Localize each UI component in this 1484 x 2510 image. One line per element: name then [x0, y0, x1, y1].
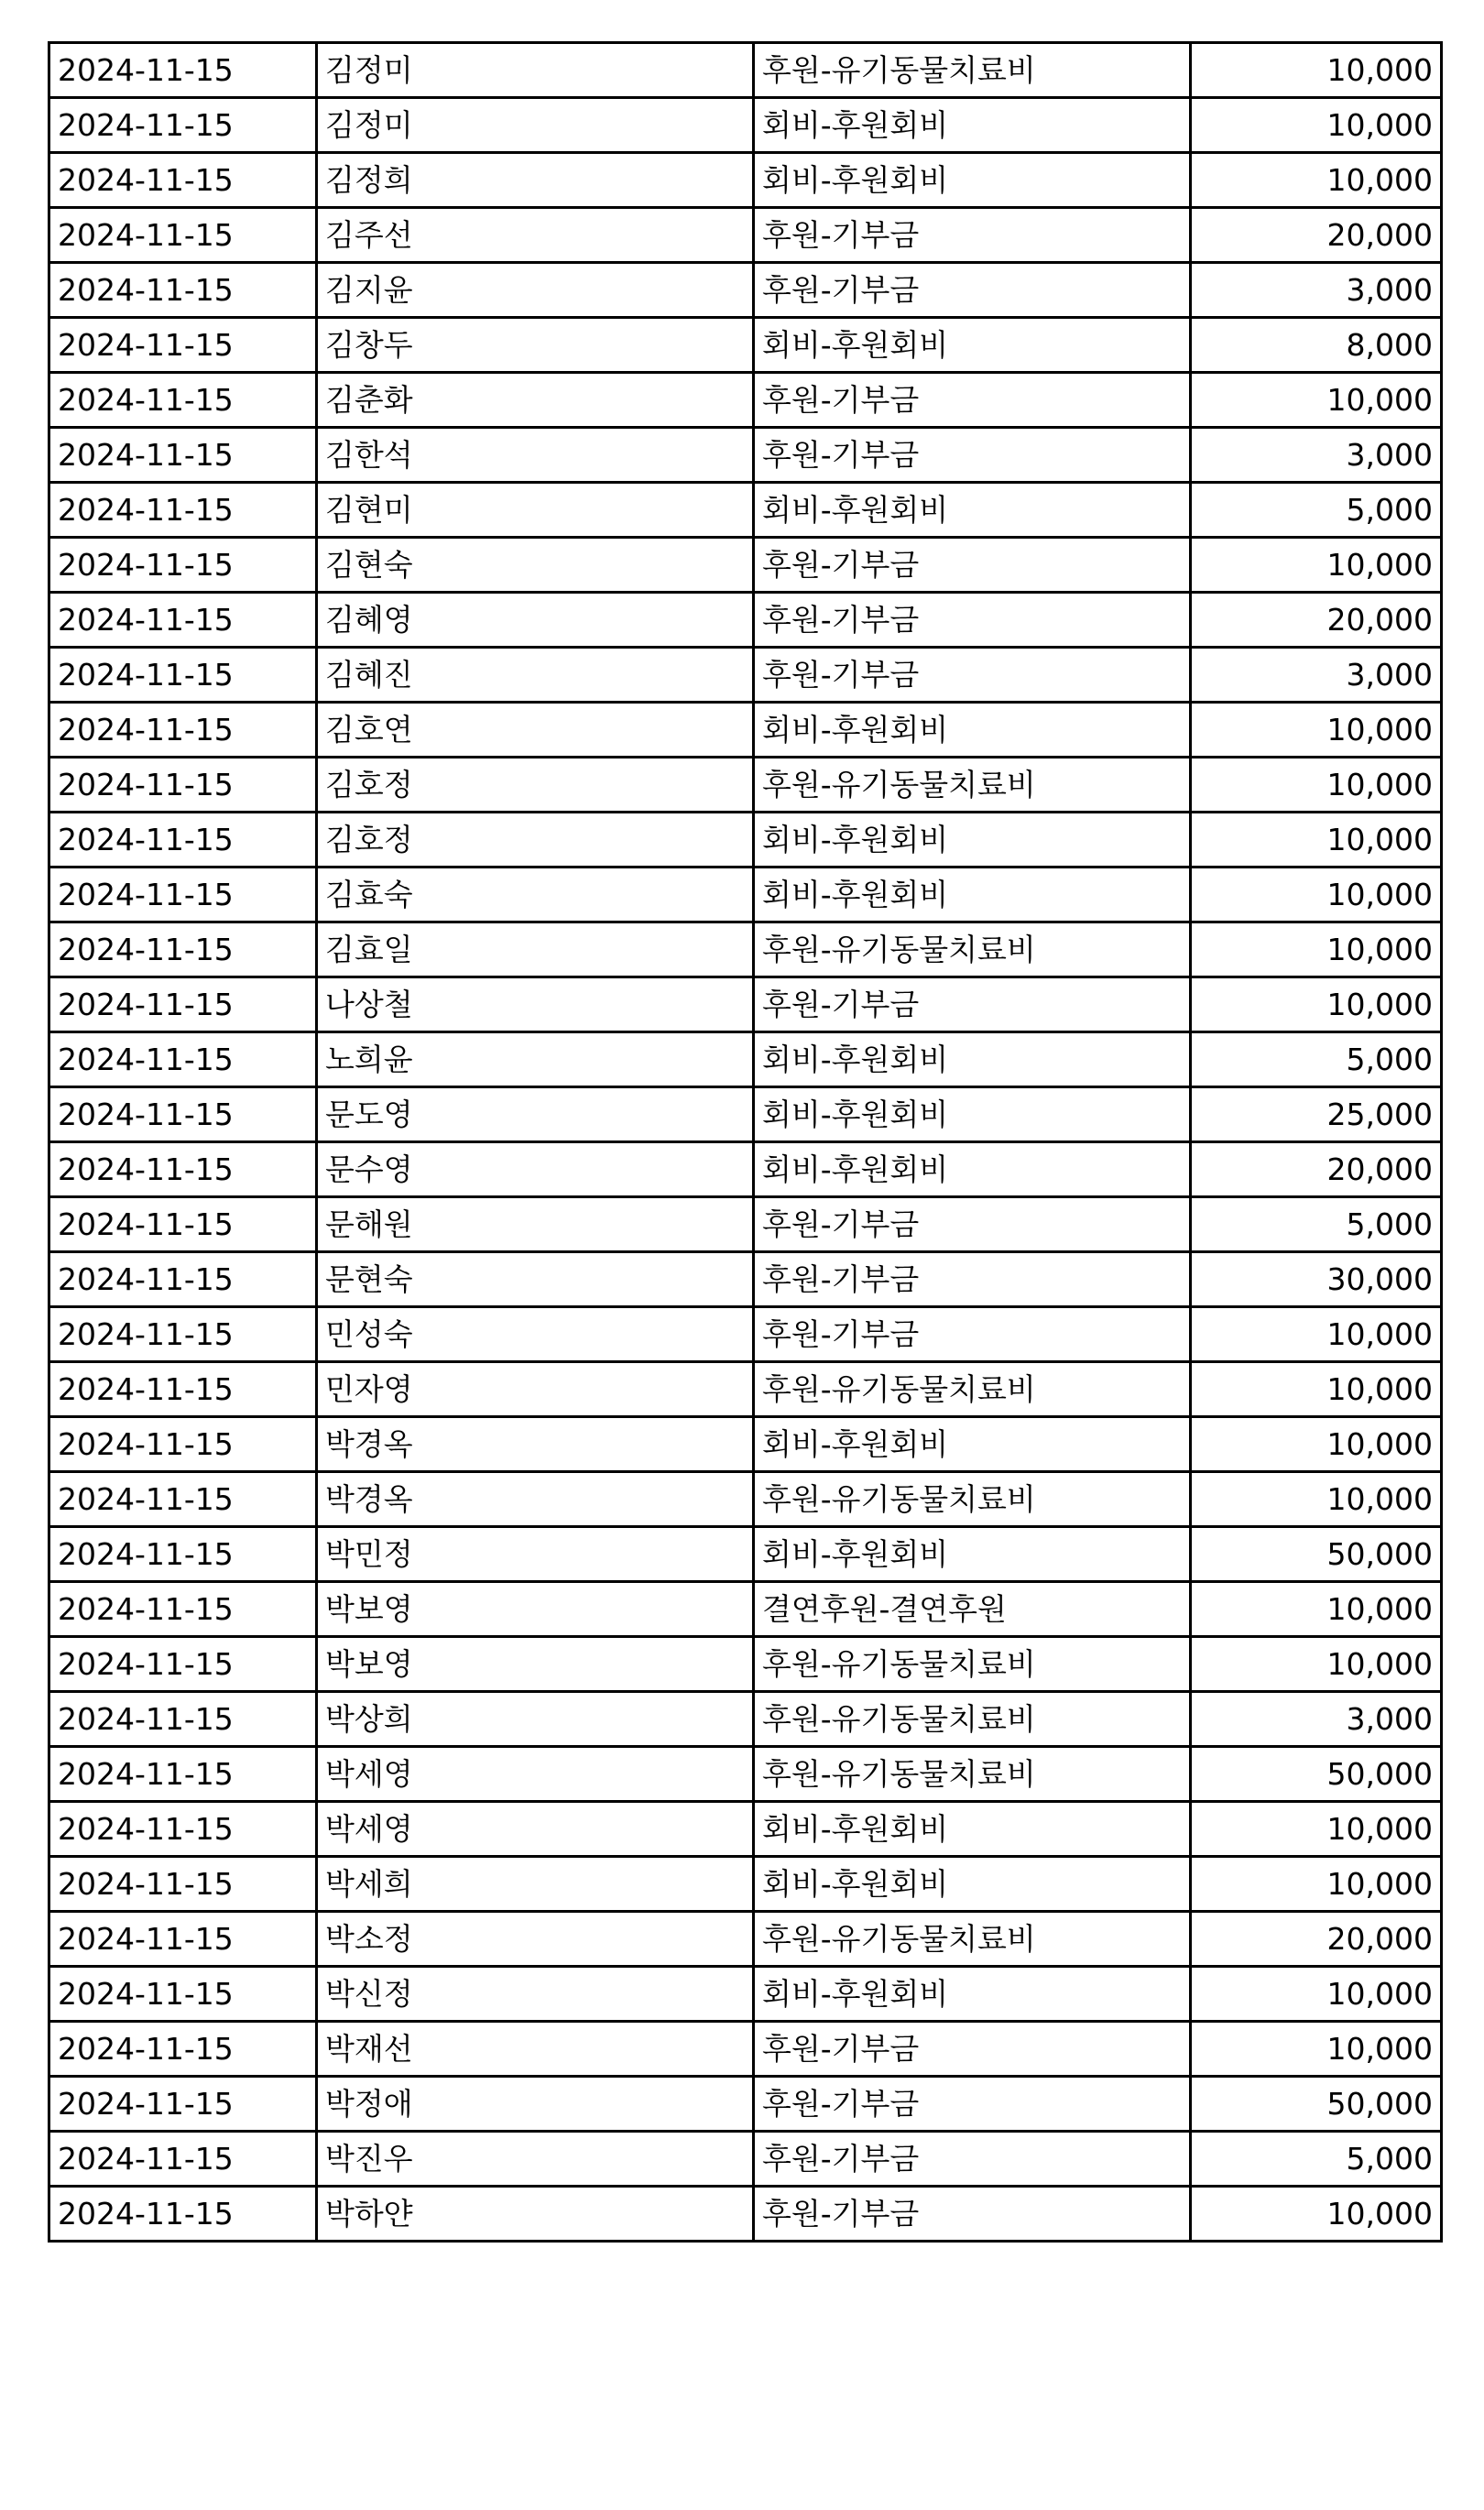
amount-cell: 10,000 [1191, 703, 1442, 758]
donor-name-cell: 박보영 [317, 1582, 754, 1637]
category-cell: 후원-유기동물치료비 [754, 1472, 1191, 1527]
amount-cell: 10,000 [1191, 98, 1442, 153]
ledger-body [49, 43, 1442, 2242]
category-cell: 회비-후원회비 [754, 1857, 1191, 1912]
donor-name-cell: 김춘화 [317, 373, 754, 428]
table-row [49, 2132, 1442, 2187]
category-cell: 회비-후원회비 [754, 1802, 1191, 1857]
amount-cell: 10,000 [1191, 1472, 1442, 1527]
category-cell: 회비-후원회비 [754, 1142, 1191, 1197]
amount-cell: 10,000 [1191, 1637, 1442, 1692]
table-row [49, 703, 1442, 758]
category-cell: 회비-후원회비 [754, 1417, 1191, 1472]
table-row [49, 208, 1442, 263]
donor-name-cell: 민자영 [317, 1362, 754, 1417]
table-row [49, 977, 1442, 1032]
donor-name-cell: 김지윤 [317, 263, 754, 318]
date-cell: 2024-11-15 [49, 483, 317, 538]
category-cell: 후원-유기동물치료비 [754, 1912, 1191, 1967]
table-row [49, 263, 1442, 318]
date-cell: 2024-11-15 [49, 1362, 317, 1417]
donor-name-cell: 김주선 [317, 208, 754, 263]
donor-name-cell: 박세희 [317, 1857, 754, 1912]
date-cell: 2024-11-15 [49, 2077, 317, 2132]
amount-cell: 25,000 [1191, 1087, 1442, 1142]
table-row [49, 1747, 1442, 1802]
category-cell: 후원-기부금 [754, 1252, 1191, 1307]
category-cell: 후원-유기동물치료비 [754, 1747, 1191, 1802]
category-cell: 후원-기부금 [754, 2022, 1191, 2077]
donor-name-cell: 김현숙 [317, 538, 754, 593]
date-cell: 2024-11-15 [49, 1582, 317, 1637]
amount-cell: 20,000 [1191, 208, 1442, 263]
amount-cell: 5,000 [1191, 483, 1442, 538]
donor-name-cell: 김호정 [317, 758, 754, 813]
date-cell: 2024-11-15 [49, 2187, 317, 2242]
category-cell: 결연후원-결연후원 [754, 1582, 1191, 1637]
table-row [49, 648, 1442, 703]
date-cell: 2024-11-15 [49, 648, 317, 703]
table-row [49, 1967, 1442, 2022]
date-cell: 2024-11-15 [49, 1142, 317, 1197]
date-cell: 2024-11-15 [49, 1032, 317, 1087]
donor-name-cell: 박세영 [317, 1747, 754, 1802]
category-cell: 회비-후원회비 [754, 1967, 1191, 2022]
donor-name-cell: 박하얀 [317, 2187, 754, 2242]
date-cell: 2024-11-15 [49, 1252, 317, 1307]
donor-name-cell: 김정미 [317, 43, 754, 98]
table-row [49, 1637, 1442, 1692]
amount-cell: 10,000 [1191, 1307, 1442, 1362]
category-cell: 후원-기부금 [754, 593, 1191, 648]
category-cell: 후원-유기동물치료비 [754, 922, 1191, 977]
amount-cell: 10,000 [1191, 813, 1442, 868]
amount-cell: 3,000 [1191, 648, 1442, 703]
date-cell: 2024-11-15 [49, 977, 317, 1032]
date-cell: 2024-11-15 [49, 1967, 317, 2022]
donor-name-cell: 김현미 [317, 483, 754, 538]
table-row [49, 1692, 1442, 1747]
date-cell: 2024-11-15 [49, 758, 317, 813]
donor-name-cell: 박민정 [317, 1527, 754, 1582]
category-cell: 회비-후원회비 [754, 318, 1191, 373]
category-cell: 회비-후원회비 [754, 1032, 1191, 1087]
amount-cell: 10,000 [1191, 977, 1442, 1032]
table-row [49, 1472, 1442, 1527]
date-cell: 2024-11-15 [49, 153, 317, 208]
date-cell: 2024-11-15 [49, 208, 317, 263]
date-cell: 2024-11-15 [49, 1307, 317, 1362]
category-cell: 후원-기부금 [754, 977, 1191, 1032]
donor-name-cell: 박신정 [317, 1967, 754, 2022]
category-cell: 후원-기부금 [754, 1307, 1191, 1362]
amount-cell: 50,000 [1191, 1527, 1442, 1582]
date-cell: 2024-11-15 [49, 1417, 317, 1472]
category-cell: 후원-유기동물치료비 [754, 1692, 1191, 1747]
donor-name-cell: 박세영 [317, 1802, 754, 1857]
date-cell: 2024-11-15 [49, 813, 317, 868]
category-cell: 회비-후원회비 [754, 483, 1191, 538]
donor-name-cell: 김정희 [317, 153, 754, 208]
date-cell: 2024-11-15 [49, 1857, 317, 1912]
table-row [49, 1362, 1442, 1417]
date-cell: 2024-11-15 [49, 263, 317, 318]
category-cell: 후원-유기동물치료비 [754, 758, 1191, 813]
category-cell: 회비-후원회비 [754, 153, 1191, 208]
donor-name-cell: 김효일 [317, 922, 754, 977]
date-cell: 2024-11-15 [49, 868, 317, 922]
table-row [49, 1032, 1442, 1087]
amount-cell: 10,000 [1191, 758, 1442, 813]
donor-name-cell: 김창두 [317, 318, 754, 373]
date-cell: 2024-11-15 [49, 1747, 317, 1802]
amount-cell: 20,000 [1191, 593, 1442, 648]
amount-cell: 20,000 [1191, 1912, 1442, 1967]
category-cell: 회비-후원회비 [754, 1527, 1191, 1582]
donor-name-cell: 박재선 [317, 2022, 754, 2077]
table-row [49, 1307, 1442, 1362]
amount-cell: 10,000 [1191, 922, 1442, 977]
table-row [49, 1252, 1442, 1307]
category-cell: 회비-후원회비 [754, 813, 1191, 868]
category-cell: 후원-기부금 [754, 648, 1191, 703]
donor-name-cell: 김한석 [317, 428, 754, 483]
date-cell: 2024-11-15 [49, 1912, 317, 1967]
donor-name-cell: 박소정 [317, 1912, 754, 1967]
category-cell: 회비-후원회비 [754, 98, 1191, 153]
amount-cell: 10,000 [1191, 1857, 1442, 1912]
amount-cell: 5,000 [1191, 1032, 1442, 1087]
table-row [49, 1527, 1442, 1582]
table-row [49, 98, 1442, 153]
table-row [49, 1582, 1442, 1637]
table-row [49, 922, 1442, 977]
amount-cell: 10,000 [1191, 2022, 1442, 2077]
table-row [49, 2187, 1442, 2242]
category-cell: 후원-기부금 [754, 1197, 1191, 1252]
table-row [49, 428, 1442, 483]
category-cell: 회비-후원회비 [754, 1087, 1191, 1142]
table-row [49, 1087, 1442, 1142]
table-row [49, 868, 1442, 922]
amount-cell: 3,000 [1191, 428, 1442, 483]
donor-name-cell: 문수영 [317, 1142, 754, 1197]
date-cell: 2024-11-15 [49, 538, 317, 593]
amount-cell: 5,000 [1191, 2132, 1442, 2187]
category-cell: 후원-기부금 [754, 2077, 1191, 2132]
category-cell: 후원-유기동물치료비 [754, 1637, 1191, 1692]
table-row [49, 318, 1442, 373]
table-row [49, 593, 1442, 648]
amount-cell: 10,000 [1191, 1362, 1442, 1417]
category-cell: 회비-후원회비 [754, 868, 1191, 922]
amount-cell: 10,000 [1191, 1417, 1442, 1472]
table-row [49, 43, 1442, 98]
donor-name-cell: 박경옥 [317, 1472, 754, 1527]
date-cell: 2024-11-15 [49, 1802, 317, 1857]
donor-name-cell: 박보영 [317, 1637, 754, 1692]
date-cell: 2024-11-15 [49, 1087, 317, 1142]
date-cell: 2024-11-15 [49, 593, 317, 648]
amount-cell: 8,000 [1191, 318, 1442, 373]
category-cell: 회비-후원회비 [754, 703, 1191, 758]
amount-cell: 10,000 [1191, 2187, 1442, 2242]
donor-name-cell: 김효숙 [317, 868, 754, 922]
donor-name-cell: 박상희 [317, 1692, 754, 1747]
amount-cell: 20,000 [1191, 1142, 1442, 1197]
table-row [49, 153, 1442, 208]
amount-cell: 50,000 [1191, 1747, 1442, 1802]
donor-name-cell: 김혜진 [317, 648, 754, 703]
date-cell: 2024-11-15 [49, 2132, 317, 2187]
amount-cell: 50,000 [1191, 2077, 1442, 2132]
donation-ledger-table [48, 41, 1443, 2243]
donor-name-cell: 민성숙 [317, 1307, 754, 1362]
date-cell: 2024-11-15 [49, 1197, 317, 1252]
donor-name-cell: 김혜영 [317, 593, 754, 648]
date-cell: 2024-11-15 [49, 1527, 317, 1582]
amount-cell: 10,000 [1191, 1802, 1442, 1857]
date-cell: 2024-11-15 [49, 922, 317, 977]
amount-cell: 3,000 [1191, 1692, 1442, 1747]
category-cell: 후원-기부금 [754, 2187, 1191, 2242]
table-row [49, 1802, 1442, 1857]
table-row [49, 1142, 1442, 1197]
date-cell: 2024-11-15 [49, 98, 317, 153]
donor-name-cell: 박정애 [317, 2077, 754, 2132]
date-cell: 2024-11-15 [49, 703, 317, 758]
category-cell: 후원-유기동물치료비 [754, 43, 1191, 98]
date-cell: 2024-11-15 [49, 1472, 317, 1527]
table-row [49, 1197, 1442, 1252]
donor-name-cell: 문현숙 [317, 1252, 754, 1307]
date-cell: 2024-11-15 [49, 1637, 317, 1692]
category-cell: 후원-기부금 [754, 373, 1191, 428]
donor-name-cell: 박경옥 [317, 1417, 754, 1472]
date-cell: 2024-11-15 [49, 1692, 317, 1747]
table-row [49, 538, 1442, 593]
table-row [49, 373, 1442, 428]
amount-cell: 30,000 [1191, 1252, 1442, 1307]
amount-cell: 10,000 [1191, 373, 1442, 428]
category-cell: 후원-기부금 [754, 428, 1191, 483]
amount-cell: 10,000 [1191, 868, 1442, 922]
amount-cell: 5,000 [1191, 1197, 1442, 1252]
amount-cell: 10,000 [1191, 43, 1442, 98]
donor-name-cell: 노희윤 [317, 1032, 754, 1087]
donor-name-cell: 문해원 [317, 1197, 754, 1252]
table-row [49, 1857, 1442, 1912]
table-row [49, 483, 1442, 538]
donor-name-cell: 박진우 [317, 2132, 754, 2187]
donor-name-cell: 김호정 [317, 813, 754, 868]
category-cell: 후원-기부금 [754, 538, 1191, 593]
table-row [49, 1912, 1442, 1967]
category-cell: 후원-기부금 [754, 208, 1191, 263]
table-row [49, 1417, 1442, 1472]
amount-cell: 10,000 [1191, 1582, 1442, 1637]
donor-name-cell: 김정미 [317, 98, 754, 153]
category-cell: 후원-기부금 [754, 263, 1191, 318]
table-row [49, 2022, 1442, 2077]
date-cell: 2024-11-15 [49, 373, 317, 428]
amount-cell: 10,000 [1191, 153, 1442, 208]
category-cell: 후원-기부금 [754, 2132, 1191, 2187]
amount-cell: 10,000 [1191, 1967, 1442, 2022]
category-cell: 후원-유기동물치료비 [754, 1362, 1191, 1417]
donor-name-cell: 문도영 [317, 1087, 754, 1142]
donor-name-cell: 김호연 [317, 703, 754, 758]
date-cell: 2024-11-15 [49, 318, 317, 373]
table-row [49, 813, 1442, 868]
table-row [49, 2077, 1442, 2132]
date-cell: 2024-11-15 [49, 43, 317, 98]
date-cell: 2024-11-15 [49, 2022, 317, 2077]
table-row [49, 758, 1442, 813]
amount-cell: 10,000 [1191, 538, 1442, 593]
amount-cell: 3,000 [1191, 263, 1442, 318]
donor-name-cell: 나상철 [317, 977, 754, 1032]
date-cell: 2024-11-15 [49, 428, 317, 483]
